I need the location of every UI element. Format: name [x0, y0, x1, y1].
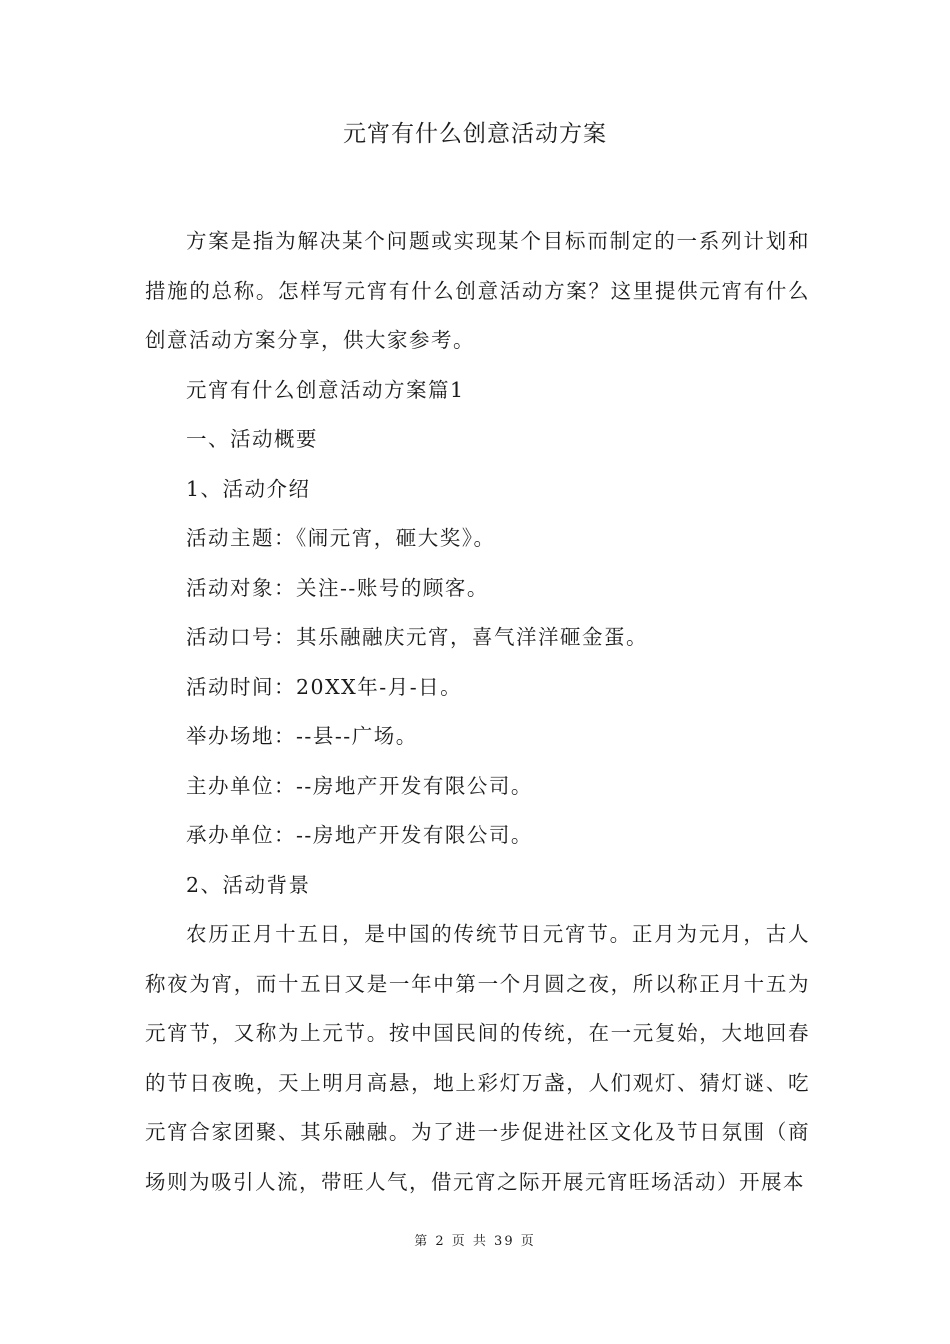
item-heading: 2、活动背景	[186, 872, 311, 897]
activity-undertaker: 承办单位：--房地产开发有限公司。	[186, 823, 533, 847]
activity-organizer: 主办单位：--房地产开发有限公司。	[186, 773, 533, 798]
intro-paragraph: 方案是指为解决某个问题或实现某个目标而制定的一系列计划和措施的总称。怎样写元宵有什么创意活动方案？这里提供元宵有什么创意活动方案分享，供大家参考。	[145, 229, 810, 352]
subsection-heading: 一、活动概要	[186, 427, 318, 451]
background-paragraph: 农历正月十五日，是中国的传统节日元宵节。正月为元月，古人称夜为宵，而十五日又是一年中第一个月圆之夜，所以称正月十五为元宵节，又称为上元节。按中国民间的传统，在一元复始，大地回春的节日夜晚，天上明月高悬，地上彩灯万盏，人们观灯、猜灯谜、吃元宵合家团聚、其乐融融。为了进一步促进社区文化及节日氛围（商场则为吸引人流，带旺人气，借元宵之际开展元宵旺场活动）开展本	[145, 922, 810, 1194]
document-title: 元宵有什么创意活动方案	[343, 121, 607, 147]
activity-time: 活动时间：20XX年-月-日。	[186, 674, 463, 699]
activity-theme: 活动主题：《闹元宵，砸大奖》。	[186, 526, 496, 550]
section-heading: 元宵有什么创意活动方案篇1	[186, 377, 465, 402]
activity-venue: 举办场地：--县--广场。	[186, 724, 418, 748]
document-body	[145, 217, 810, 1207]
item-heading: 1、活动介绍	[186, 476, 311, 501]
activity-slogan: 活动口号：其乐融融庆元宵，喜气洋洋砸金蛋。	[186, 625, 648, 649]
activity-audience: 活动对象：关注--账号的顾客。	[186, 575, 489, 600]
page-number-footer: 第 2 页 共 39 页	[414, 1234, 536, 1249]
